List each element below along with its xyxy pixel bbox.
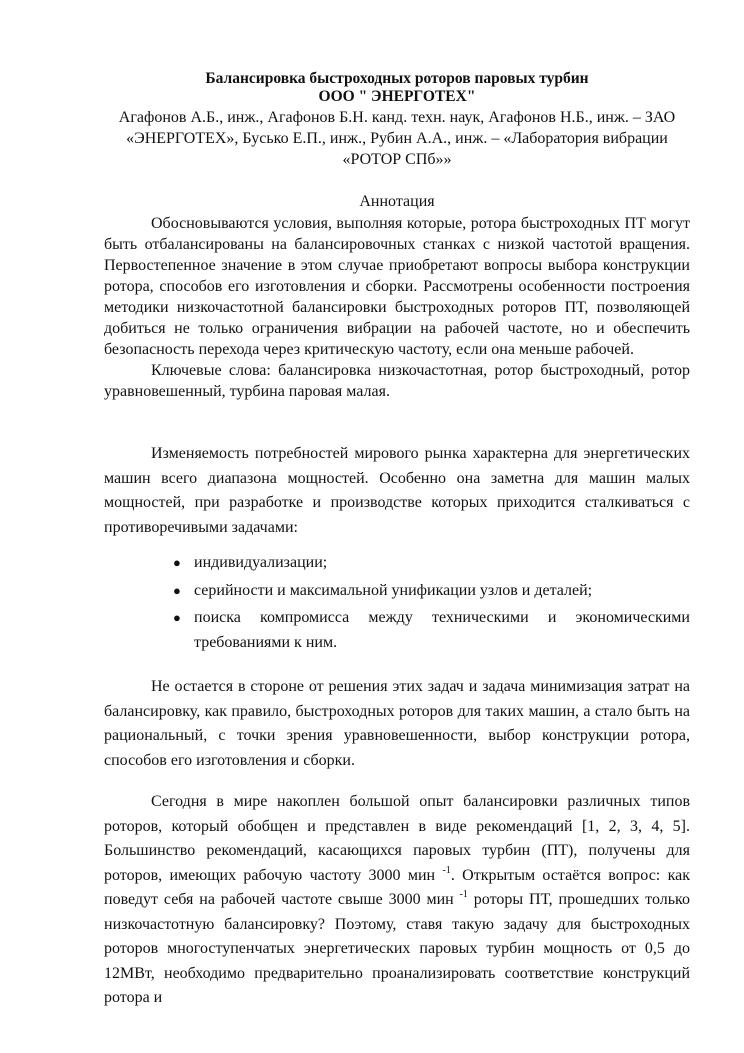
bullet-icon: ●: [173, 555, 181, 570]
superscript: -1: [459, 889, 468, 900]
document-page: [104, 70, 690, 1011]
organization: ООО " ЭНЕРГОТЕХ": [318, 88, 476, 105]
list-item: ● индивидуализации;: [104, 551, 690, 576]
title-block: [104, 70, 690, 170]
paper-title: Балансировка быстроходных роторов паровых турбин: [205, 70, 589, 87]
task-list: [104, 551, 690, 655]
authors: Агафонов А.Б., инж., Агафонов Б.Н. канд. техн. наук, Агафонов Н.Б., инж. – ЗАО «ЭНЕРГОТЕХ», Бусько Е.П., инж., Рубин А.А., инж. – «Лаборатория вибрации «РОТОР СПб»»: [118, 109, 676, 168]
body-paragraph-1: Изменяемость потребностей мирового рынка характерна для энергетических машин всего диапазона мощностей. Особенно она заметна для машин малых мощностей, при разработке и производстве которых приходится сталкиваться с противоречивыми задачами:: [104, 445, 690, 536]
body-paragraph-3: Сегодня в мире накоплен большой опыт балансировки различных типов роторов, который обобщен и представлен в виде рекомендаций [1, 2, 3, 4, 5]. Большинство рекомендаций, касающихся паровых турбин (ПТ), получены для роторов, имеющих рабочую частоту 3000 мин $^{-1}$. Открытым остаётся вопрос: как поведут себя на рабочей частоте свыше 3000 мин $^{-1}$ роторы ПТ, прошедших только низкочастотную балансировку? Поэтому, ставя такую задачу для быстроходных роторов многоступенчатых энергетических паровых турбин мощность от 0,5 до 12МВт, необходимо предварительно проанализировать соответствие конструкций ротора и: [104, 793, 690, 1006]
bullet-icon: ●: [173, 610, 181, 625]
superscript: -1: [442, 864, 451, 876]
body-paragraph-2: Не остается в стороне от решения этих задач и задача минимизация затрат на балансировку, как правило, быстроходных роторов для таких машин, а стало быть на рациональный, с точки зрения уравновешенности, выбор конструкции ротора, способов его изготовления и сборки.: [104, 678, 690, 769]
abstract-heading: Аннотация: [359, 193, 435, 210]
list-item: ● серийности и максимальной унификации узлов и деталей;: [104, 579, 690, 604]
list-item: ● поиска компромисса между техническими и экономическими требованиями к ним.: [104, 606, 690, 655]
bullet-icon: ●: [173, 582, 181, 598]
keywords: Ключевые слова: балансировка низкочастотная, ротор быстроходный, ротор уравновешенный, турбина паровая малая.: [104, 362, 690, 400]
abstract-text: Обосновываются условия, выполняя которые, ротора быстроходных ПТ могут быть отбалансированы на балансировочных станках с низкой частотой вращения. Первостепенное значение в этом случае приобретают вопросы выбора конструкции ротора, способов его изготовления и сборки. Рассмотрены особенности построения методики низкочастотной балансировки быстроходных роторов ПТ, позволяющей добиться не только ограничения вибрации на рабочей частоте, но и обеспечить безопасность перехода через критическую частоту, если она меньше рабочей.: [104, 215, 690, 358]
